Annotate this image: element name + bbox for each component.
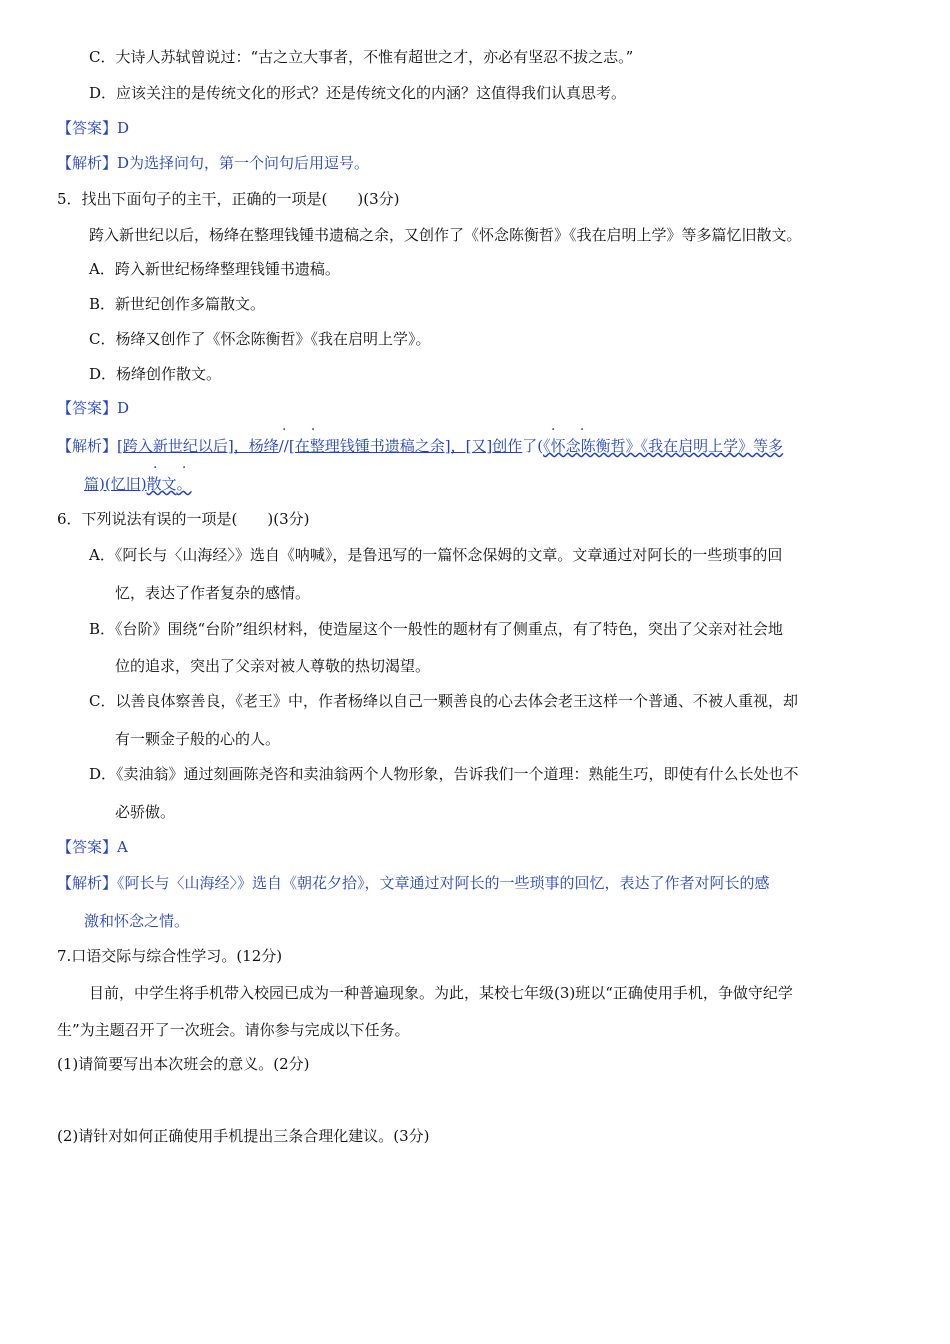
q5-option-d: D．杨绛创作散文。 [89,365,222,383]
period: 。 [176,475,192,493]
q5-answer [57,398,129,418]
q5-option-b: B．新世纪创作多篇散文。 [89,295,266,313]
q6-option-b-line1: B．《台阶》围绕“台阶”组织材料，使造屋这个一般性的题材有了侧重点，有了特色，突出了父亲对社会地 [89,620,783,638]
q4-option-d: D．应该关注的是传统文化的形式？还是传统文化的内涵？这值得我们认真思考。 [89,84,627,102]
analysis-label: 【解析】 [57,154,118,172]
q7-intro-line2: 生”为主题召开了一次班会。请你参与完成以下任务。 [57,1021,410,1039]
q6-option-d-line2: 必骄傲。 [115,803,176,821]
answer-label: 【答案】 [57,838,118,856]
q6-option-a-line2: 忆，表达了作者复杂的感情。 [115,584,311,602]
q5-analysis-line1 [57,436,783,456]
q5-stem: 5．找出下面句子的主干，正确的一项是( )(3分) [57,190,400,208]
q6-stem: 6．下列说法有误的一项是( )(3分) [57,510,310,528]
q6-option-c-line1: C．以善良体察善良，《老王》中，作者杨绛以自己一颗善良的心去体会老王这样一个普通、不被人重视，却 [89,692,798,710]
analysis-text: 《阿长与〈山海经〉》选自《朝花夕拾》，文章通过对阿长的一些琐事的回忆，表达了作者对阿长的感 [117,874,770,892]
q6-option-c-line2: 有一颗金子般的心的人。 [115,730,281,748]
answer-label: 【答案】 [57,119,118,137]
q4-analysis [57,153,369,173]
q6-option-b-line2: 位的追求，突出了父亲对被人尊敬的热切渴望。 [115,657,431,675]
answer-value: D [117,399,130,417]
q5-option-c: C．杨绛又创作了《怀念陈衡哲》《我在启明上学》。 [89,330,431,348]
q5-option-a: A．跨入新世纪杨绛整理钱锺书遗稿。 [89,260,340,278]
answer-value: A [117,838,128,856]
emphasis-dots: · · [282,422,326,438]
q7-subquestion-1: (1)请简要写出本次班会的意义。(2分) [57,1055,310,1073]
q6-option-a-line1: A．《阿长与〈山海经〉》选自《呐喊》，是鲁迅写的一篇怀念保姆的文章。文章通过对阿长的一些琐事的回 [89,546,783,564]
adverbial-phrase: [跨入新世纪以后]， [117,437,249,455]
attribute-close: 篇)(忆旧) [84,475,147,493]
emphasis-dots: · · [551,422,595,438]
object-attribute: 《怀念陈衡哲》《我在启明上学》等多 [543,437,784,455]
divider-mark: // [278,437,289,455]
answer-label: 【答案】 [57,399,118,417]
q6-analysis-line1 [57,873,770,893]
subject-word: 杨绛 [248,437,279,455]
analysis-label: 【解析】 [57,874,118,892]
analysis-text: D为选择问句，第一个问句后用逗号。 [117,154,370,172]
q6-analysis-line2: 激和怀念之情。 [84,912,190,930]
q7-stem: 7.口语交际与综合性学习。(12分) [57,947,283,965]
q5-analysis-line2 [84,474,192,494]
object-word: 散文 [146,475,177,493]
emphasis-dots: · · [153,460,197,476]
q7-subquestion-2: (2)请针对如何正确使用手机提出三条合理化建议。(3分) [57,1127,430,1145]
attribute-open: 了( [522,437,544,455]
q7-intro-line1: 目前，中学生将手机带入校园已成为一种普遍现象。为此，某校七年级(3)班以“正确使用手机，争做守纪学 [89,984,793,1002]
analysis-label: 【解析】 [57,437,118,455]
q4-answer [57,118,129,138]
adverbial-phrase: [在整理钱锺书遗稿之余]，[又] [288,437,493,455]
answer-value: D [117,119,130,137]
q5-sentence: 跨入新世纪以后，杨绛在整理钱锺书遗稿之余，又创作了《怀念陈衡哲》《我在启明上学》等多篇忆旧散文。 [89,226,802,244]
q4-option-c: C．大诗人苏轼曾说过：“古之立大事者，不惟有超世之才，亦必有坚忍不拔之志。” [89,48,634,66]
q6-answer [57,837,128,857]
q6-option-d-line1: D．《卖油翁》通过刻画陈尧咨和卖油翁两个人物形象，告诉我们一个道理：熟能生巧，即使有什么长处也不 [89,765,799,783]
predicate-word: 创作 [492,437,523,455]
